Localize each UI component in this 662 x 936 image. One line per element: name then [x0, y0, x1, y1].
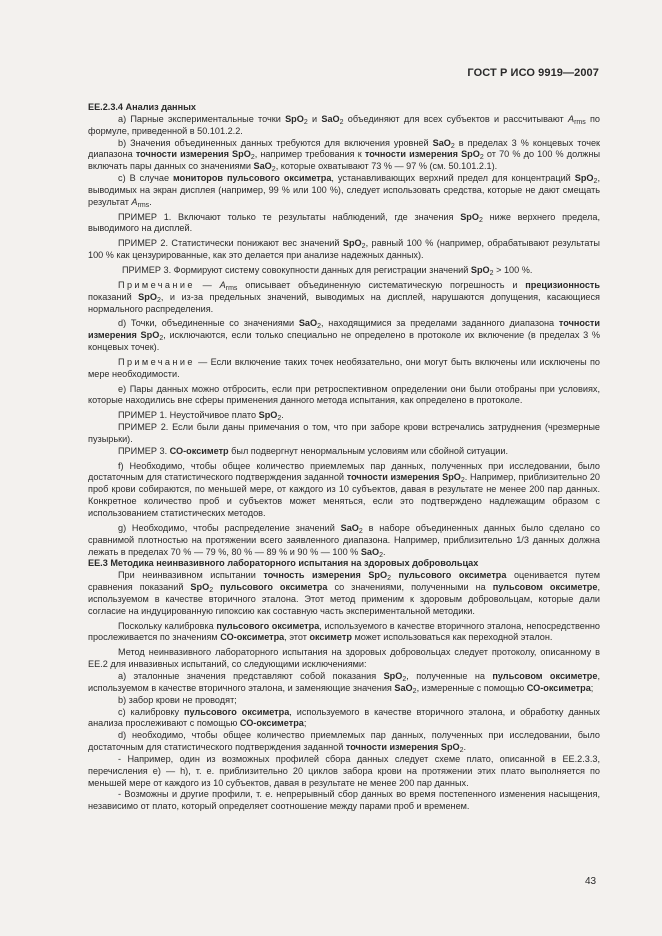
example: ПРИМЕР 1. Неустойчивое плато SpO$_2$.	[118, 410, 284, 423]
list-item: с) калибровку пульсового оксиметра, используемого в качестве вторичного эталона, и обработку данных анализа прослеживают с помощью СО-оксиметра;	[88, 706, 600, 729]
paragraph: с) В случае мониторов пульсового оксиметра, устанавливающих верхний предел для концентраций SpO$_2$, выводимых на экран дисплея (например, 99 % или 100 %), следует использовать средства, которые не дают смещать результат $A_{rms}$.	[88, 173, 600, 209]
list-item: - Например, один из возможных профилей сбора данных следует схеме плато, описанной в ЕЕ.2.3.3, перечисления е) — h), т. е. приблизительно 20 циклов забора крови на протяжении этих плато выполняется по меньшей мере от каждого из 10 субъектов, давая в результате не менее 200 пар данных.	[88, 753, 600, 788]
list-item: а) эталонные значения представляют собой показания SpO$_2$, полученные на пульсовом оксиметре, используемом в качестве вторичного эталона, и заменяющие значения SaO$_2$, измеренные с помощью СО-оксиметра;	[88, 670, 601, 695]
paragraph: Метод неинвазивного лабораторного испытания на здоровых добровольцах следует протоколу, описанному в ЕЕ.2 для инвазивных испытаний, со следующими исключениями:	[88, 647, 600, 670]
paragraph: g) Необходимо, чтобы распределение значений SaO$_2$ в наборе объединенных данных было сделано со сравнимой плотностью на протяжении всего заявленного диапазона. Например, приблизительно 1/3 данных должна лежать в пределах 70 % — 79 %, 80 % — 89 % и 90 % — 100 % SaO$_2$.	[88, 522, 600, 559]
note: Примечание — $A_{rms}$ описывает объединенную систематическую погрешность и прецизионность показаний SpO$_2$, и из-за предельных значений, выводимых на дисплей, нарушаются допущения, касающиеся нормального распределения.	[88, 279, 600, 314]
paragraph: При неинвазивном испытании точность измерения SpO$_2$ пульсового оксиметра оценивается путем сравнения показаний SpO$_2$ пульсового оксиметра со значениями, полученными на пульсовом оксиметре, используемом в качестве вторичного эталона. Этот метод применим к здоровым добровольцам, которые дали согласие на индуцированную гипоксию как составную часть экспериментальной методики.	[88, 570, 600, 616]
example: ПРИМЕР 3. Формируют систему совокупности данных для регистрации значений SpO$_2$ > 100 %.	[122, 264, 533, 277]
section-heading: ЕЕ.2.3.4 Анализ данных	[88, 102, 196, 112]
paragraph: Поскольку калибровка пульсового оксиметра, используемого в качестве вторичного эталона, непосредственно прослеживается по значениям СО-оксиметра, этот оксиметр может использоваться как переходной эталон.	[88, 620, 600, 643]
paragraph: е) Пары данных можно отбросить, если при ретроспективном определении они были отобраны при условиях, которые находились вне сферы применения данного метода испытания, как определено в протоколе.	[88, 383, 600, 406]
list-item: d) необходимо, чтобы общее количество приемлемых пар данных, полученных при исследовании, было достаточным для статистического подтверждения заданной точности измерения SpO$_2$.	[88, 730, 600, 755]
example: ПРИМЕР 2. Если были даны примечания о том, что при заборе крови встречались затруднения (чрезмерные пузырьки).	[88, 422, 600, 444]
paragraph: а) Парные экспериментальные точки SpO$_2$ и SaO$_2$ объединяют для всех субъектов и рассчитывают $A_{rms}$ по формуле, приведенной в 50.101.2.2.	[88, 113, 601, 136]
paragraph: b) Значения объединенных данных требуются для включения уровней SaO$_2$ в пределах 3 % концевых точек диапазона точности измерения SpO$_2$, например требования к точности измерения SpO$_2$ от 70 % до 100 % должны включать пары данных со значениями SaO$_2$, которые охватывают 73 % — 97 % (см. 50.101.2.1).	[88, 137, 601, 174]
page-number: 43	[585, 876, 597, 887]
example: ПРИМЕР 2. Статистически понижают вес значений SpO$_2$, равный 100 % (например, обрабатывают результаты 100 % как цензурированные, как это делается при анализе надежных данных).	[88, 238, 600, 261]
paragraph: d) Точки, объединенные со значениями SaO$_2$, находящимися за пределами заданного диапазона точности измерения SpO$_2$, исключаются, если только специально не определено в протоколе их включение (в пределах 3 % концевых точек).	[88, 318, 600, 353]
list-item: - Возможны и другие профили, т. е. непрерывный сбор данных во время постепенного изменения насыщения, независимо от плато, который определяет соотношение между парами проб и временем.	[88, 789, 600, 812]
example: ПРИМЕР 1. Включают только те результаты наблюдений, где значения SpO$_2$ ниже верхнего предела, выводимого на дисплей.	[88, 211, 600, 234]
page-header: ГОСТ Р ИСО 9919—2007	[467, 67, 599, 79]
note: Примечание — Если включение таких точек необязательно, они могут быть включены или исключены по мере необходимости.	[88, 356, 600, 379]
example: ПРИМЕР 3. СО-оксиметр был подвергнут ненормальным условиям или сбойной ситуации.	[118, 445, 509, 456]
paragraph: f) Необходимо, чтобы общее количество приемлемых пар данных, полученных при исследовании, было достаточным для статистического подтверждения заданной точности измерения SpO$_2$. Например, приблизительно 20 проб крови собираются, по меньшей мере, от каждого из 10 субъектов, давая в результате не менее 200 пар данных. Конкретное количество проб и субъектов может меняться, если это подтверждено надлежащим образом с использованием статистических методов.	[88, 460, 601, 518]
document-body	[88, 99, 600, 813]
section-heading: ЕЕ.3 Методика неинвазивного лабораторного испытания на здоровых добровольцах	[88, 558, 479, 569]
list-item: b) забор крови не проводят;	[118, 694, 237, 705]
